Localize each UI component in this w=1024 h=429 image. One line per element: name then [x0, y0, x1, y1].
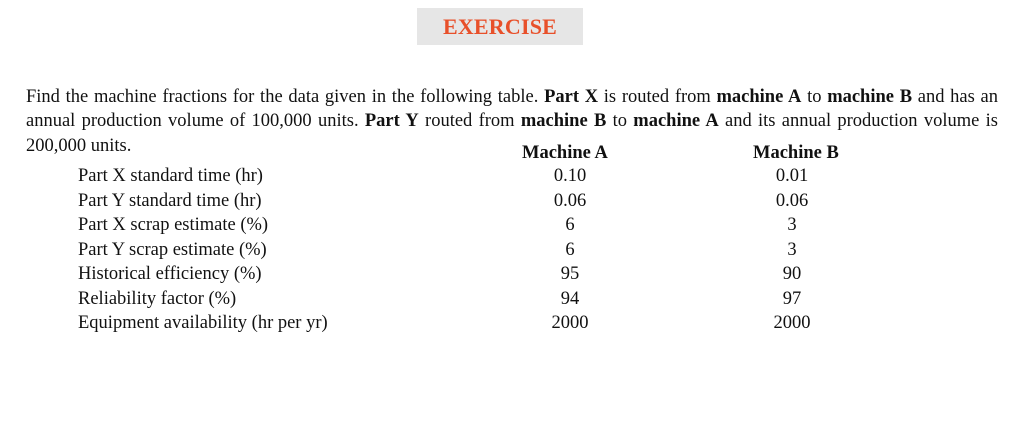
machine-b-value: 90	[782, 264, 802, 284]
problem-text: Find the machine fractions for the data given in the following table.	[26, 86, 545, 107]
row-label: Part X scrap estimate (%)	[78, 215, 269, 235]
machine-b-bold: machine B	[827, 86, 913, 107]
row-label: Reliability factor (%)	[78, 288, 237, 309]
machine-b-value: 97	[782, 288, 802, 309]
machine-b-value: 2000	[773, 313, 811, 333]
problem-text: and its annual production volume is 200,000 units.	[26, 111, 998, 156]
machine-a-value: 0.06	[553, 190, 587, 211]
table-row	[0, 238, 1024, 263]
machine-a-value: 94	[560, 288, 580, 309]
data-table	[0, 164, 1024, 336]
row-label: Part X standard time (hr)	[78, 166, 263, 186]
table-row	[0, 262, 1024, 287]
machine-b-value: 3	[787, 215, 797, 235]
machine-a-bold: machine A	[633, 111, 719, 131]
problem-text: to	[606, 111, 634, 131]
part-y-bold: Part Y	[364, 111, 419, 131]
machine-a-bold: machine A	[716, 86, 802, 107]
table-row	[0, 311, 1024, 336]
problem-statement	[26, 85, 998, 159]
row-label: Equipment availability (hr per yr)	[78, 313, 328, 333]
machine-a-value: 0.10	[553, 166, 587, 186]
table-row	[0, 213, 1024, 238]
exercise-title-box	[417, 8, 583, 45]
table-row	[0, 287, 1024, 312]
machine-a-value: 6	[565, 215, 575, 235]
table-row	[0, 189, 1024, 214]
problem-text: to	[801, 86, 828, 107]
row-label: Part Y standard time (hr)	[78, 190, 262, 211]
table-row	[0, 164, 1024, 189]
row-label: Historical efficiency (%)	[78, 264, 262, 284]
exercise-title: EXERCISE	[442, 13, 558, 39]
machine-a-value: 2000	[551, 313, 589, 333]
problem-text: routed from	[418, 111, 521, 131]
machine-b-bold: machine B	[520, 111, 607, 131]
machine-b-value: 0.06	[775, 190, 809, 211]
part-x-bold: Part X	[544, 86, 599, 107]
machine-a-value: 95	[560, 264, 580, 284]
column-header-machine-b: Machine B	[753, 143, 839, 163]
problem-text: and has an annual production volume of 100,000 units.	[26, 86, 999, 131]
machine-b-value: 0.01	[775, 166, 809, 186]
column-header-machine-a: Machine A	[522, 143, 608, 163]
row-label: Part Y scrap estimate (%)	[78, 239, 267, 260]
problem-text: is routed from	[598, 86, 717, 107]
machine-b-value: 3	[787, 239, 797, 260]
machine-a-value: 6	[565, 239, 575, 260]
